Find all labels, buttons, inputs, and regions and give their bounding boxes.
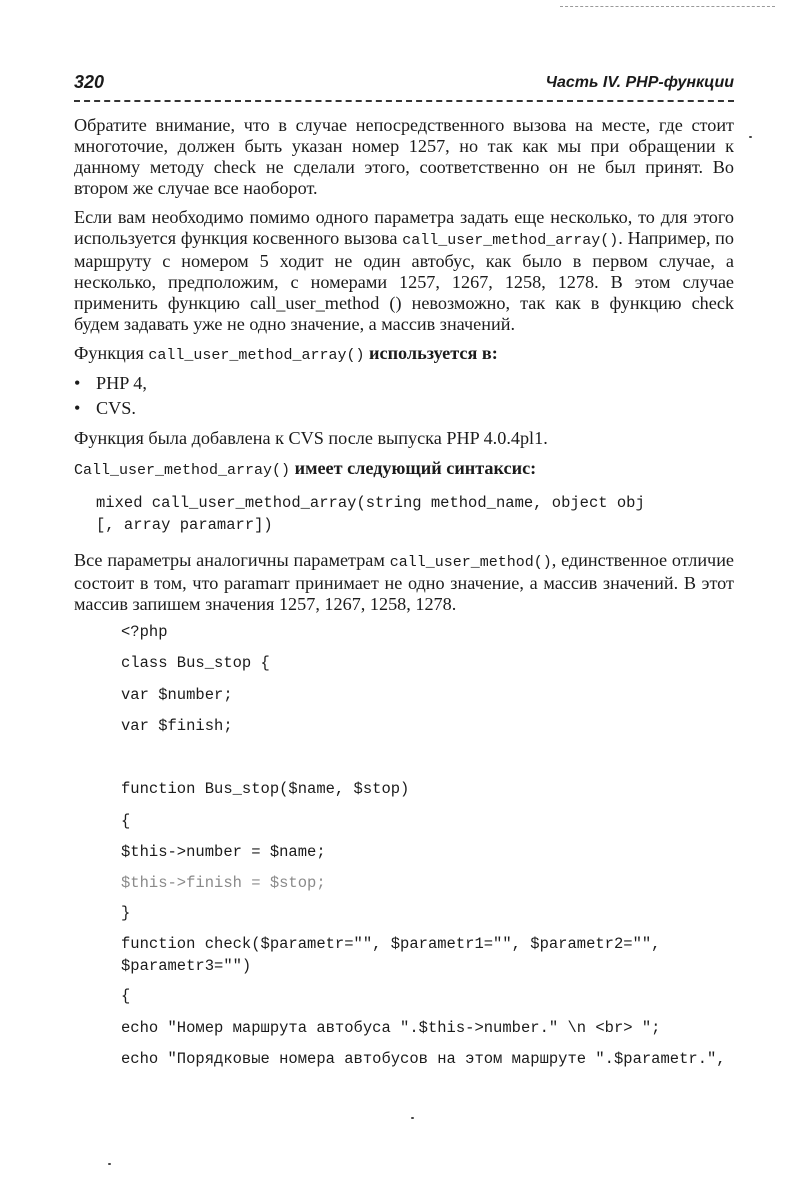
paragraph-note: Обратите внимание, что в случае непосредственного вызова на месте, где стоит многоточие, должен быть указан номер 1257, но так как мы при обращении к данному методу check не сделали этого, соответственно он не был принят. Во втором же случае все наоборот. xyxy=(74,115,734,198)
scan-artifact-line xyxy=(560,6,775,8)
scan-speck xyxy=(749,136,752,138)
paragraph-parameters xyxy=(74,550,734,615)
page-number: 320 xyxy=(74,72,105,92)
inline-code: call_user_method() xyxy=(389,554,552,571)
scan-speck xyxy=(108,1163,111,1165)
list-item-label: CVS. xyxy=(96,398,136,418)
inline-code: Call_user_method_array() xyxy=(74,462,291,479)
paragraph-text: используется в: xyxy=(364,343,498,363)
code-line: <?php xyxy=(121,623,168,641)
code-line: $parametr3="") xyxy=(121,957,252,975)
bullet-icon: • xyxy=(74,398,81,418)
code-line: $this->number = $name; xyxy=(121,843,326,861)
inline-code: call_user_method_array() xyxy=(148,347,365,364)
paragraph-text: Если вам необходимо помимо одного параметра задать еще несколько, то для этого используется функция косвенного вызова xyxy=(74,207,734,248)
page-header xyxy=(74,70,734,102)
paragraph-indirect-call xyxy=(74,207,734,335)
code-line: echo "Порядковые номера автобусов на этом маршруте ".$parametr.", xyxy=(121,1050,726,1068)
list-item-label: PHP 4, xyxy=(96,373,147,393)
paragraph-text: . Например, по маршруту с номером 5 ходит не один автобус, как было в первом случае, а несколько, предположим, с номерами 1257, 1267, 1258, 1278. В этом случае применить функцию call_user_method () невозможно, так как в функцию check будем задавать уже не одно значение, а массив значений. xyxy=(74,228,735,334)
syntax-line: mixed call_user_method_array(string method_name, object obj xyxy=(96,494,645,512)
paragraph-text: имеет следующий синтаксис: xyxy=(290,458,537,478)
bullet-icon: • xyxy=(74,373,81,393)
paragraph-text: , единственное отличие состоит в том, что paramarr принимает не одно значение, а массив значений. В этот массив запишем значения 1257, 1267, 1258, 1278. xyxy=(74,550,735,614)
paragraph-added-to-cvs: Функция была добавлена к CVS после выпуска PHP 4.0.4pl1. xyxy=(74,428,548,448)
inline-code: call_user_method_array() xyxy=(402,232,619,249)
code-line: function check($parametr="", $parametr1="", $parametr2="", xyxy=(121,935,661,953)
code-line: var $number; xyxy=(121,686,233,704)
code-line: } xyxy=(121,904,131,922)
paragraph-text: Функция xyxy=(74,343,149,363)
code-line: var $finish; xyxy=(121,717,233,735)
paragraph-used-in xyxy=(74,343,734,366)
syntax-line: [, array paramarr]) xyxy=(96,516,273,534)
list-item xyxy=(74,373,147,394)
paragraph-syntax-intro xyxy=(74,458,734,481)
code-line: echo "Номер маршрута автобуса ".$this->number." \n <br> "; xyxy=(121,1019,661,1037)
paragraph-text: Все параметры аналогичны параметрам xyxy=(74,550,390,570)
code-line: $this->finish = $stop; xyxy=(121,874,326,892)
code-line: class Bus_stop { xyxy=(121,654,270,672)
code-line: { xyxy=(121,812,131,830)
list-item xyxy=(74,398,136,419)
code-line: function Bus_stop($name, $stop) xyxy=(121,780,410,798)
code-line: { xyxy=(121,987,131,1005)
running-title: Часть IV. PHP-функции xyxy=(545,74,734,91)
scan-speck xyxy=(411,1117,414,1119)
